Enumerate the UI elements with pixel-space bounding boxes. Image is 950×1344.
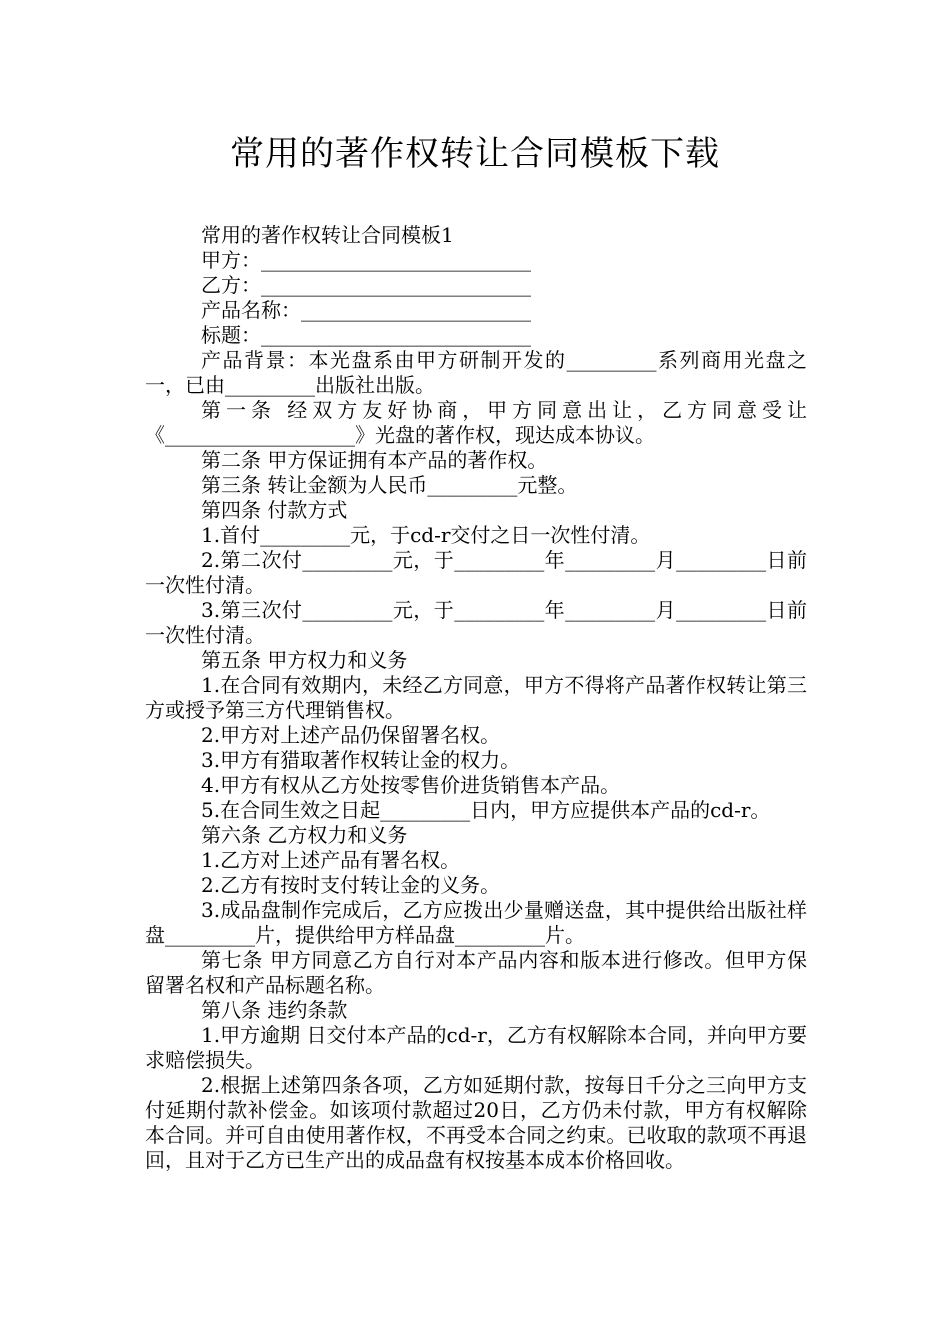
paragraph: 第二条 甲方保证拥有本产品的著作权。: [201, 448, 548, 472]
party-b-line: 乙方：___________________________: [201, 273, 531, 297]
product-name-line: 产品名称：_______________________: [201, 298, 531, 322]
paragraph: 3.成品盘制作完成后，乙方应拨出少量赠送盘，其中提供给出版社样盘_________片，提供给甲方样品盘_________片。: [145, 898, 807, 947]
subtitle: 常用的著作权转让合同模板1: [201, 223, 454, 247]
subject-line: 标题：___________________________: [201, 323, 531, 347]
document-title: 常用的著作权转让合同模板下载: [230, 134, 720, 174]
paragraph: 第一条 经双方友好协商，甲方同意出让，乙方同意受让《___________________》光盘的著作权，现达成本协议。: [145, 398, 807, 447]
paragraph: 1.乙方对上述产品有署名权。: [201, 848, 461, 872]
section-heading: 第六条 乙方权力和义务: [201, 823, 408, 847]
paragraph: 1.在合同有效期内，未经乙方同意，甲方不得将产品著作权转让第三方或授予第三方代理销售权。: [145, 673, 807, 722]
paragraph: 2.根据上述第四条各项，乙方如延期付款，按每日千分之三向甲方支付延期付款补偿金。如该项付款超过20日，乙方仍未付款，甲方有权解除本合同。并可自由使用著作权，不再受本合同之约束。已收取的款项不再退回，且对于乙方已生产出的成品盘有权按基本成本价格回收。: [145, 1073, 807, 1172]
paragraph: 2.乙方有按时支付转让金的义务。: [201, 873, 501, 897]
paragraph: 第七条 甲方同意乙方自行对本产品内容和版本进行修改。但甲方保留署名权和产品标题名称。: [145, 948, 807, 997]
paragraph: 2.甲方对上述产品仍保留署名权。: [201, 723, 501, 747]
paragraph: 1.首付_________元，于cd-r交付之日一次性付清。: [201, 523, 651, 547]
paragraph: 1.甲方逾期 日交付本产品的cd-r，乙方有权解除本合同，并向甲方要求赔偿损失。: [145, 1023, 807, 1072]
section-heading: 第四条 付款方式: [201, 498, 348, 522]
paragraph: 第三条 转让金额为人民币_________元整。: [201, 473, 578, 497]
section-heading: 第八条 违约条款: [201, 998, 348, 1022]
party-a-line: 甲方：___________________________: [201, 248, 531, 272]
paragraph: 3.甲方有猎取著作权转让金的权力。: [201, 748, 521, 772]
paragraph: 4.甲方有权从乙方处按零售价进货销售本产品。: [201, 773, 621, 797]
section-heading: 第五条 甲方权力和义务: [201, 648, 408, 672]
document-body: [145, 223, 807, 1173]
paragraph: 产品背景：本光盘系由甲方研制开发的_________系列商用光盘之一，已由_________出版社出版。: [145, 348, 807, 397]
paragraph: 3.第三次付_________元，于_________年_________月_________日前一次性付清。: [145, 598, 807, 647]
paragraph: 2.第二次付_________元，于_________年_________月_________日前一次性付清。: [145, 548, 807, 597]
paragraph: 5.在合同生效之日起_________日内，甲方应提供本产品的cd-r。: [201, 798, 771, 822]
